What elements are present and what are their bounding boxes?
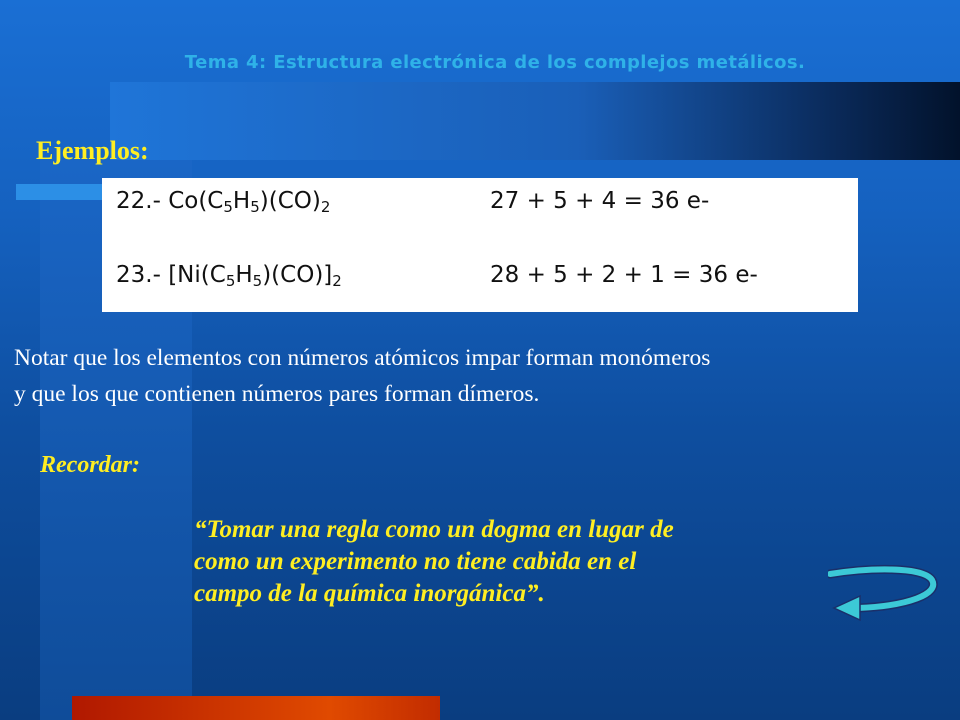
formula-part: Co(C <box>168 188 224 214</box>
decorative-left-strip <box>16 184 112 200</box>
formula-box <box>102 178 858 312</box>
subscript: 5 <box>250 198 260 216</box>
formula-compound <box>116 262 342 288</box>
electron-count: 27 + 5 + 4 = 36 e- <box>490 188 710 214</box>
quote-line: campo de la química inorgánica”. <box>194 580 545 607</box>
decorative-bottom-bar <box>72 696 440 720</box>
formula-part: H <box>235 262 253 288</box>
subscript: 2 <box>320 198 331 216</box>
note-paragraph <box>14 340 960 412</box>
formula-number: 22.- <box>116 188 161 214</box>
note-line: y que los que contienen números pares forman dímeros. <box>14 381 540 407</box>
formula-part: )(CO)] <box>262 262 333 288</box>
decorative-top-bar <box>110 82 960 160</box>
formula-row <box>116 262 836 288</box>
formula-compound <box>116 188 330 214</box>
quote-line: como un experimento no tiene cabida en el <box>194 548 637 575</box>
quote-block <box>194 514 854 610</box>
recall-heading: Recordar: <box>40 452 140 478</box>
note-line: Notar que los elementos con números atómicos impar forman monómeros <box>14 345 711 371</box>
slide-title: Tema 4: Estructura electrónica de los complejos metálicos. <box>184 52 806 73</box>
subscript: 5 <box>225 272 236 290</box>
subscript: 2 <box>332 272 342 290</box>
formula-row <box>116 188 836 214</box>
formula-part: )(CO) <box>259 188 321 214</box>
quote-line: “Tomar una regla como un dogma en lugar de <box>194 516 674 543</box>
subscript: 5 <box>223 198 233 216</box>
formula-part: H <box>232 188 251 214</box>
formula-number: 23.- <box>116 262 161 288</box>
electron-count: 28 + 5 + 2 + 1 = 36 e- <box>490 262 758 288</box>
section-heading: Ejemplos: <box>36 136 149 165</box>
cycle-arrow-icon <box>828 564 938 626</box>
formula-part: [Ni(C <box>168 262 226 288</box>
subscript: 5 <box>252 272 263 290</box>
